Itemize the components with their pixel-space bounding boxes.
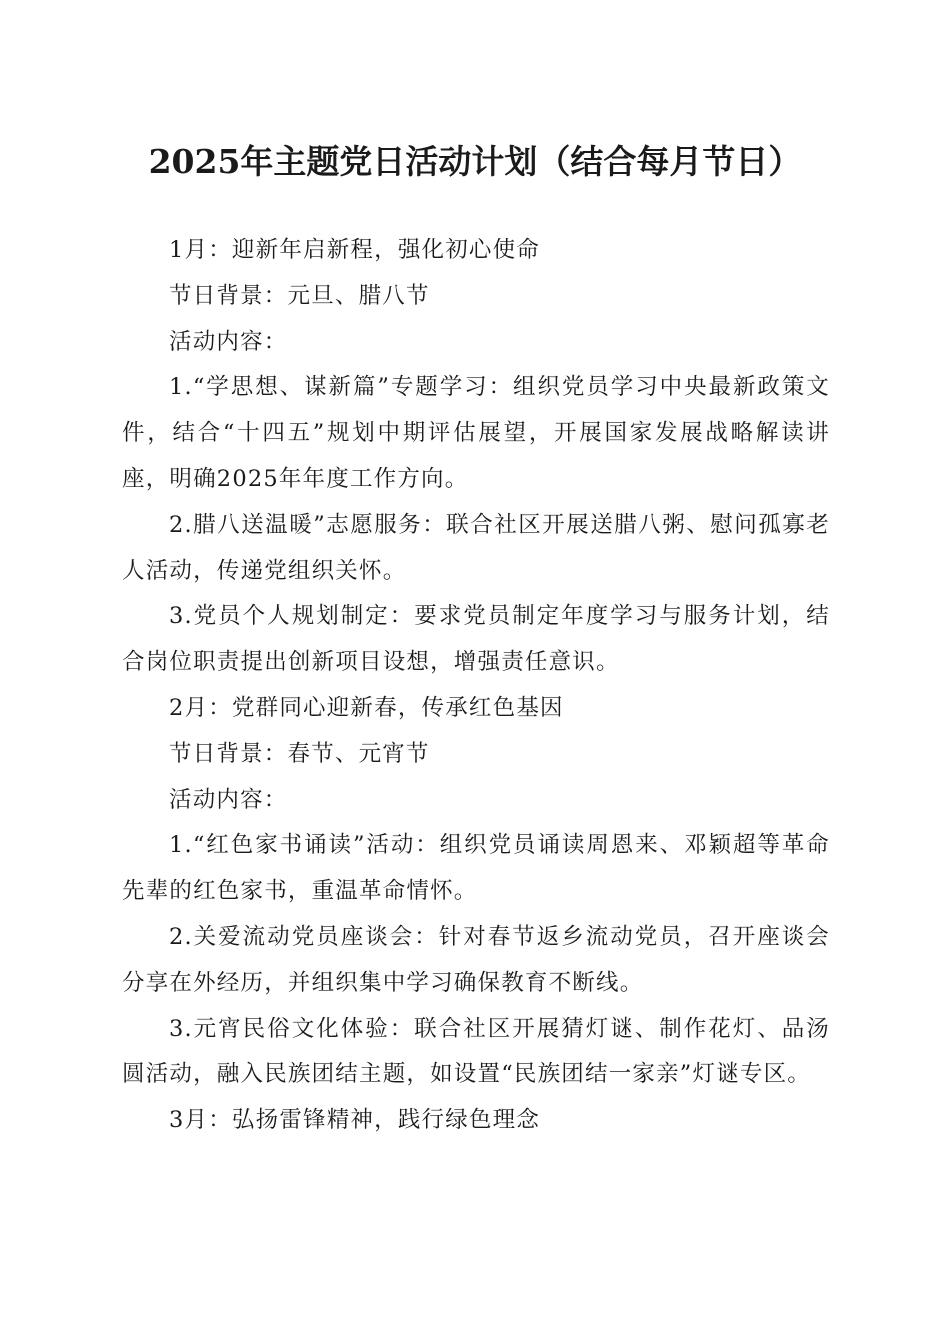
activity-content-label: 活动内容： <box>169 786 288 813</box>
activity-item: 1.“红色家书诵读”活动：组织党员诵读周恩来、邓颖超等革命先辈的红色家书，重温革命情怀。 <box>122 832 830 905</box>
document-body <box>122 228 830 1144</box>
festival-background: 节日背景：元旦、腊八节 <box>169 282 430 309</box>
activity-item: 1.“学思想、谋新篇”专题学习：组织党员学习中央最新政策文件，结合“十四五”规划中期评估展望，开展国家发展战略解读讲座，明确2025年年度工作方向。 <box>122 374 830 492</box>
document-title: 2025年主题党日活动计划（结合每月节日） <box>148 142 802 181</box>
activity-item: 3.党员个人规划制定：要求党员制定年度学习与服务计划，结合岗位职责提出创新项目设想，增强责任意识。 <box>122 603 830 676</box>
month-heading-january: 1月：迎新年启新程，强化初心使命 <box>169 237 541 263</box>
festival-background: 节日背景：春节、元宵节 <box>169 740 430 767</box>
month-heading-march: 3月：弘扬雷锋精神，践行绿色理念 <box>169 1107 541 1134</box>
activity-item: 2.腊八送温暖”志愿服务：联合社区开展送腊八粥、慰问孤寡老人活动，传递党组织关怀。 <box>122 511 830 584</box>
activity-content-label: 活动内容： <box>169 328 288 355</box>
activity-item: 2.关爱流动党员座谈会：针对春节返乡流动党员，召开座谈会分享在外经历，并组织集中学习确保教育不断线。 <box>122 923 830 996</box>
month-heading-february: 2月：党群同心迎新春，传承红色基因 <box>169 694 564 721</box>
activity-item: 3.元宵民俗文化体验：联合社区开展猜灯谜、制作花灯、品汤圆活动，融入民族团结主题，如设置“民族团结一家亲”灯谜专区。 <box>122 1015 830 1088</box>
